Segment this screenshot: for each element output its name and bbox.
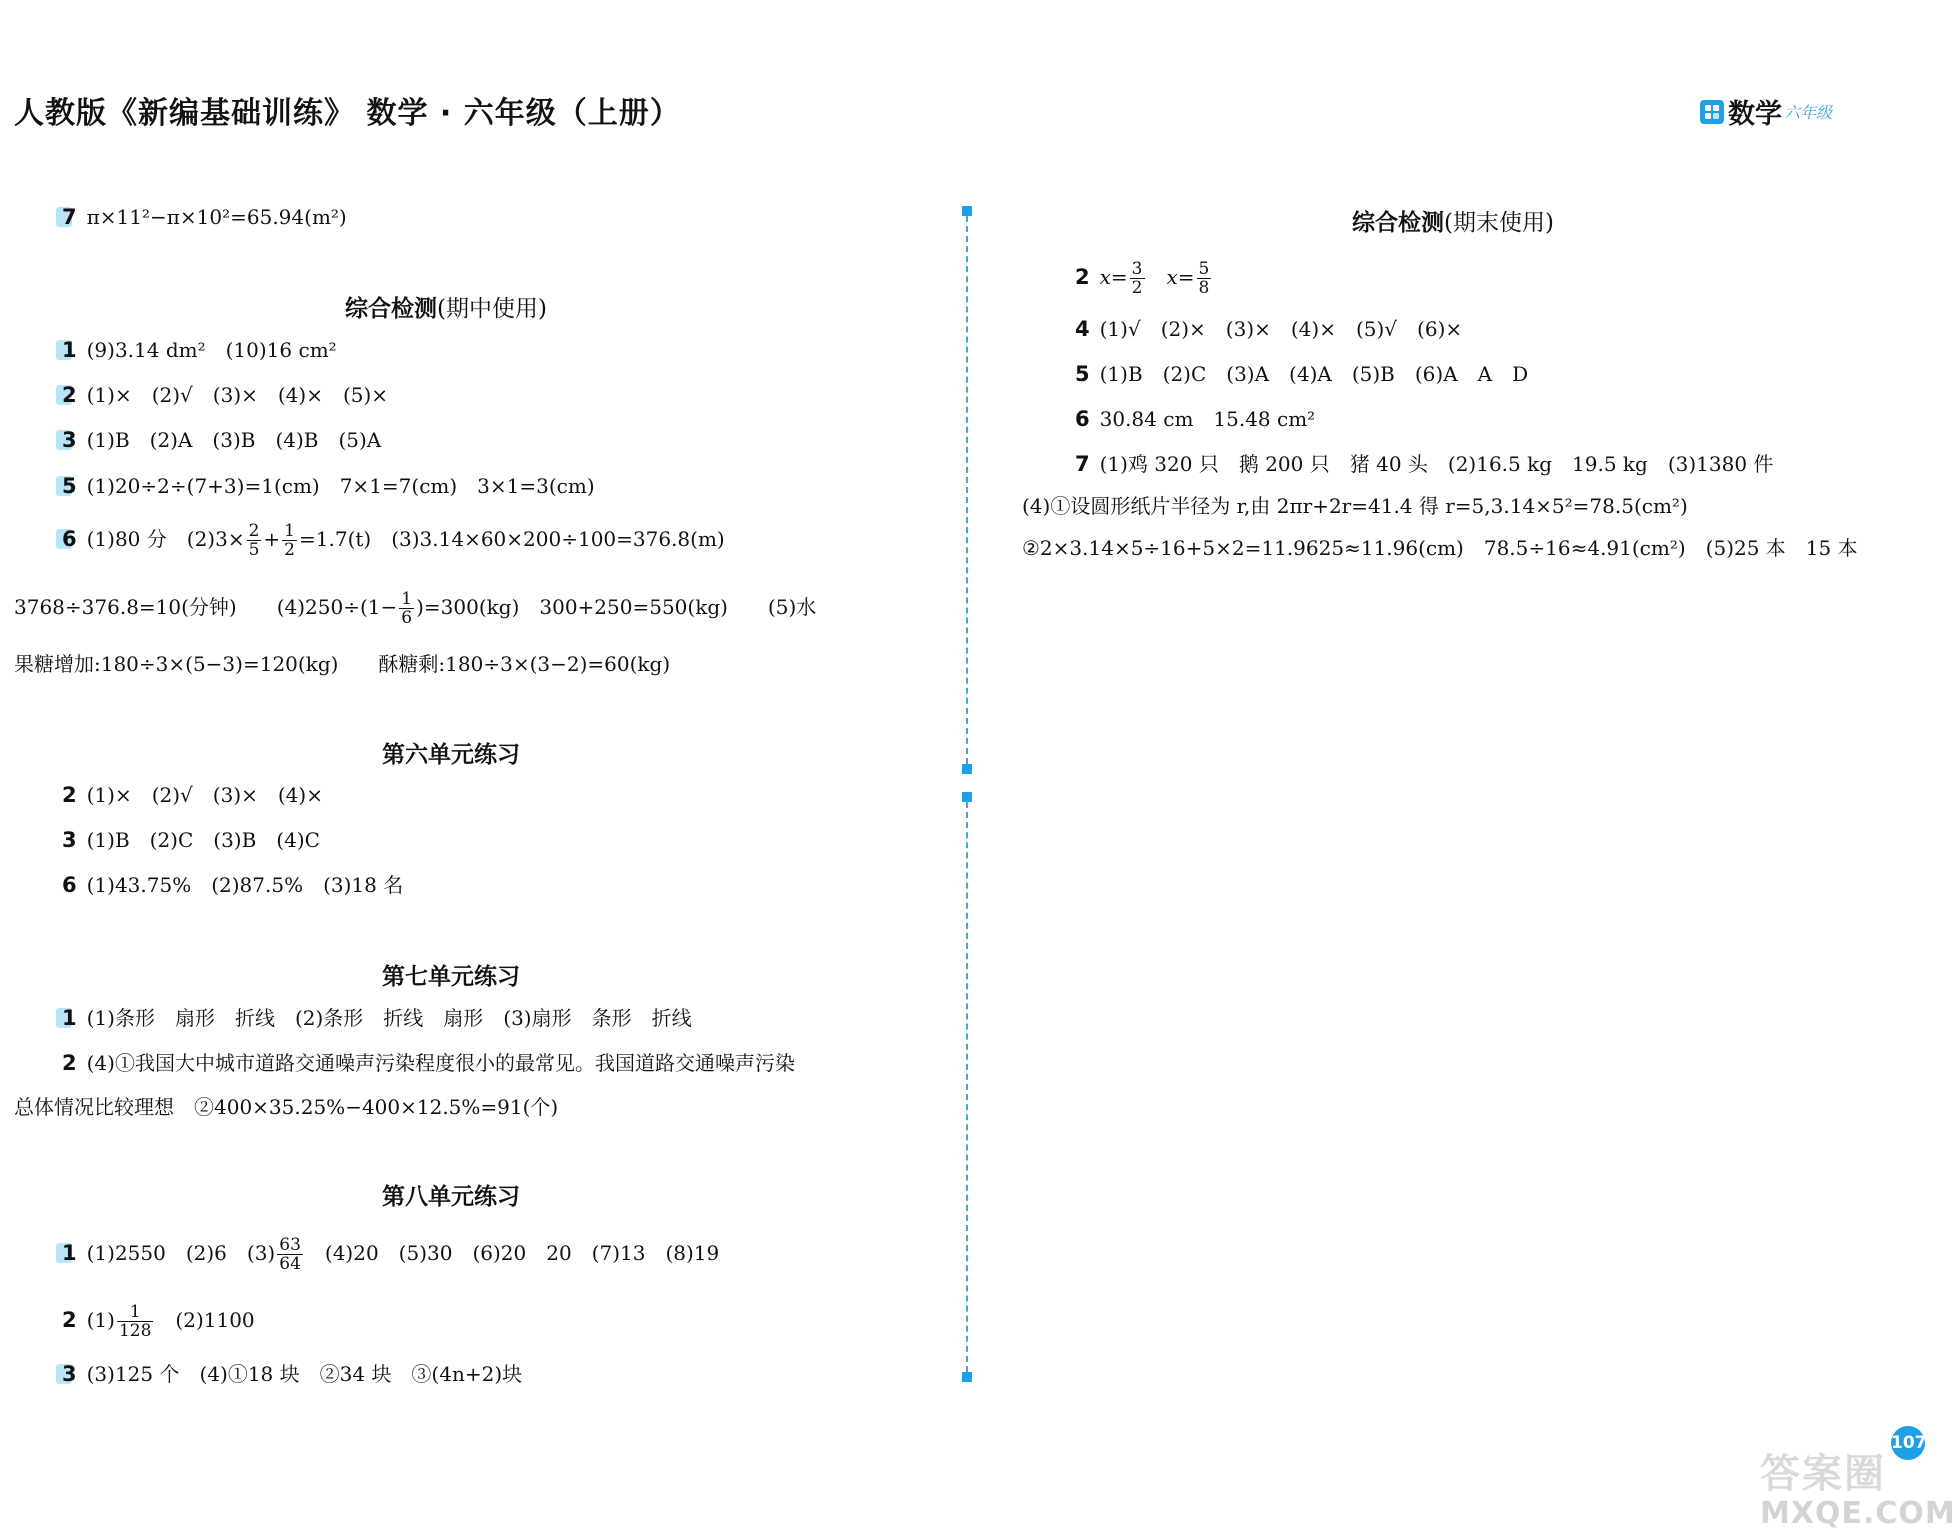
- column-divider: [966, 216, 968, 764]
- answer-row: [1075, 317, 1462, 341]
- answer-text: (4)20 (5)30 (6)20 20 (7)13 (8)19: [304, 1241, 720, 1265]
- answer-row: [62, 1303, 255, 1340]
- subject-logo: [1700, 92, 1832, 131]
- numerator: 1: [284, 521, 295, 541]
- answer-row: [1075, 407, 1315, 431]
- answer-row: [62, 783, 323, 807]
- denominator: 6: [401, 608, 413, 628]
- answer-row: [62, 1362, 522, 1386]
- section-title-final: [1352, 204, 1554, 237]
- answer-text: (1)条形 扇形 折线 (2)条形 折线 扇形 (3)扇形 条形 折线: [86, 1006, 692, 1030]
- section-title-unit7: 第七单元练习: [382, 964, 520, 990]
- question-number: 2: [1075, 265, 1090, 289]
- answer-text: (1)2550 (2)6 (3): [86, 1241, 276, 1265]
- denominator: 64: [279, 1254, 301, 1274]
- answer-row: [14, 590, 816, 627]
- section-subtitle: (期末使用): [1444, 210, 1554, 236]
- answer-text: (1)43.75% (2)87.5% (3)18 名: [86, 873, 404, 897]
- question-number: 2: [62, 1308, 77, 1332]
- answer-text: =1.7(t) (3)3.14×60×200÷100=376.8(m): [299, 527, 725, 551]
- numerator: 5: [1198, 259, 1210, 279]
- answer-text: )=300(kg) 300+250=550(kg) (5)水: [416, 595, 817, 619]
- question-number: 3: [62, 828, 77, 852]
- answer-text: ②2×3.14×5÷16+5×2=11.9625≈11.96(cm) 78.5÷16≈4.91(cm²) (5)25 本 15 本: [1022, 536, 1858, 560]
- denominator: 5: [248, 540, 260, 560]
- question-number: 3: [62, 428, 77, 452]
- question-number: 1: [62, 1006, 77, 1030]
- answer-text: x=: [1099, 265, 1128, 289]
- question-number: 5: [62, 474, 77, 498]
- numerator: 63: [279, 1235, 301, 1255]
- answer-text: 果糖增加:180÷3×(5−3)=120(kg) 酥糖剩:180÷3×(3−2)=60(kg): [14, 652, 671, 676]
- book-title: 人教版《新编基础训练》 数学 · 六年级（上册）: [14, 96, 681, 131]
- fraction: [399, 590, 414, 627]
- answer-text: (4)①设圆形纸片半径为 r,由 2πr+2r=41.4 得 r=5,3.14×5²=78.5(cm²): [1022, 494, 1688, 518]
- answer-row: [62, 338, 337, 362]
- answer-text: +: [263, 527, 281, 551]
- page-number: 107: [1891, 1426, 1925, 1460]
- answer-row: [62, 383, 388, 407]
- denominator: 128: [118, 1321, 152, 1341]
- question-number: 1: [62, 1241, 77, 1265]
- question-number: 6: [62, 873, 77, 897]
- denominator: 8: [1198, 278, 1210, 298]
- watermark: [1760, 1450, 1956, 1534]
- answer-text: (1)B (2)C (3)B (4)C: [86, 828, 320, 852]
- answer-text: (1)× (2)√ (3)× (4)× (5)×: [86, 383, 389, 407]
- logo-sub: 六年级: [1784, 103, 1833, 122]
- question-number: 5: [1075, 362, 1090, 386]
- answer-row: [62, 1236, 719, 1273]
- watermark-url: MXQE.COM: [1760, 1496, 1956, 1531]
- answer-text: (4)①我国大中城市道路交通噪声污染程度很小的最常见。我国道路交通噪声污染: [86, 1051, 795, 1075]
- answer-row: [1022, 536, 1858, 560]
- answer-row: [62, 474, 595, 498]
- answer-text: (1)鸡 320 只 鹅 200 只 猪 40 头 (2)16.5 kg 19.5 kg (3)1380 件: [1099, 452, 1774, 476]
- answer-text: (1)× (2)√ (3)× (4)×: [86, 783, 323, 807]
- answer-text: 3768÷376.8=10(分钟) (4)250÷(1−: [14, 595, 398, 619]
- section-title-text: 综合检测: [1352, 210, 1444, 236]
- answer-text: π×11²−π×10²=65.94(m²): [86, 205, 347, 229]
- section-title-unit6: 第六单元练习: [382, 742, 520, 768]
- fraction: [1197, 260, 1212, 297]
- section-title-unit8: 第八单元练习: [382, 1184, 520, 1210]
- column-divider: [966, 802, 968, 1372]
- section-title-text: 综合检测: [345, 296, 437, 322]
- answer-text: (9)3.14 dm² (10)16 cm²: [86, 338, 337, 362]
- answer-text: 总体情况比较理想 ②400×35.25%−400×12.5%=91(个): [14, 1095, 559, 1119]
- fraction: [117, 1303, 153, 1340]
- divider-marker: [962, 764, 972, 774]
- answer-row: [62, 205, 347, 229]
- question-number: 4: [1075, 317, 1090, 341]
- logo-text: 数学: [1728, 99, 1782, 130]
- answer-text: 30.84 cm 15.48 cm²: [1099, 407, 1316, 431]
- question-number: 1: [62, 338, 77, 362]
- question-number: 7: [62, 205, 77, 229]
- numerator: 3: [1131, 259, 1143, 279]
- answer-text: (3)125 个 (4)①18 块 ②34 块 ③(4n+2)块: [86, 1362, 523, 1386]
- question-number: 7: [1075, 452, 1090, 476]
- answer-row: [62, 1006, 692, 1030]
- numerator: 1: [401, 589, 413, 609]
- answer-text: (1)√ (2)× (3)× (4)× (5)√ (6)×: [1099, 317, 1463, 341]
- answer-row: [1075, 452, 1773, 476]
- question-number: 2: [62, 1051, 77, 1075]
- answer-row: [1075, 260, 1213, 297]
- answer-text: x=: [1146, 265, 1195, 289]
- fraction: [277, 1236, 303, 1273]
- answer-text: (1)B (2)C (3)A (4)A (5)B (6)A A D: [1099, 362, 1529, 386]
- divider-marker: [962, 1372, 972, 1382]
- question-number: 2: [62, 783, 77, 807]
- divider-marker: [962, 792, 972, 802]
- fraction: [1130, 260, 1145, 297]
- fraction: [282, 522, 297, 559]
- answer-row: [1075, 362, 1528, 386]
- answer-row: [62, 873, 403, 897]
- answer-row: [14, 652, 670, 676]
- question-number: 3: [62, 1362, 77, 1386]
- answer-row: [62, 1051, 795, 1075]
- answer-text: (1)20÷2÷(7+3)=1(cm) 7×1=7(cm) 3×1=3(cm): [86, 474, 595, 498]
- question-number: 2: [62, 383, 77, 407]
- answer-text: (1)80 分 (2)3×: [86, 527, 245, 551]
- watermark-logo: 答案圈: [1760, 1451, 1886, 1497]
- question-number: 6: [1075, 407, 1090, 431]
- answer-text: (2)1100: [155, 1308, 255, 1332]
- numerator: 1: [117, 1303, 153, 1322]
- answer-row: [62, 828, 320, 852]
- section-title-midterm: [345, 290, 547, 323]
- answer-text: (1)B (2)A (3)B (4)B (5)A: [86, 428, 382, 452]
- answer-row: [62, 522, 725, 559]
- answer-text: (1): [86, 1308, 115, 1332]
- logo-icon: [1700, 100, 1724, 124]
- answer-row: [1022, 494, 1688, 518]
- section-subtitle: (期中使用): [437, 296, 547, 322]
- fraction: [247, 522, 262, 559]
- question-number: 6: [62, 527, 77, 551]
- denominator: 2: [284, 540, 295, 560]
- numerator: 2: [248, 521, 260, 541]
- denominator: 2: [1131, 278, 1143, 298]
- divider-marker: [962, 206, 972, 216]
- answer-row: [62, 428, 381, 452]
- answer-row: [14, 1095, 558, 1119]
